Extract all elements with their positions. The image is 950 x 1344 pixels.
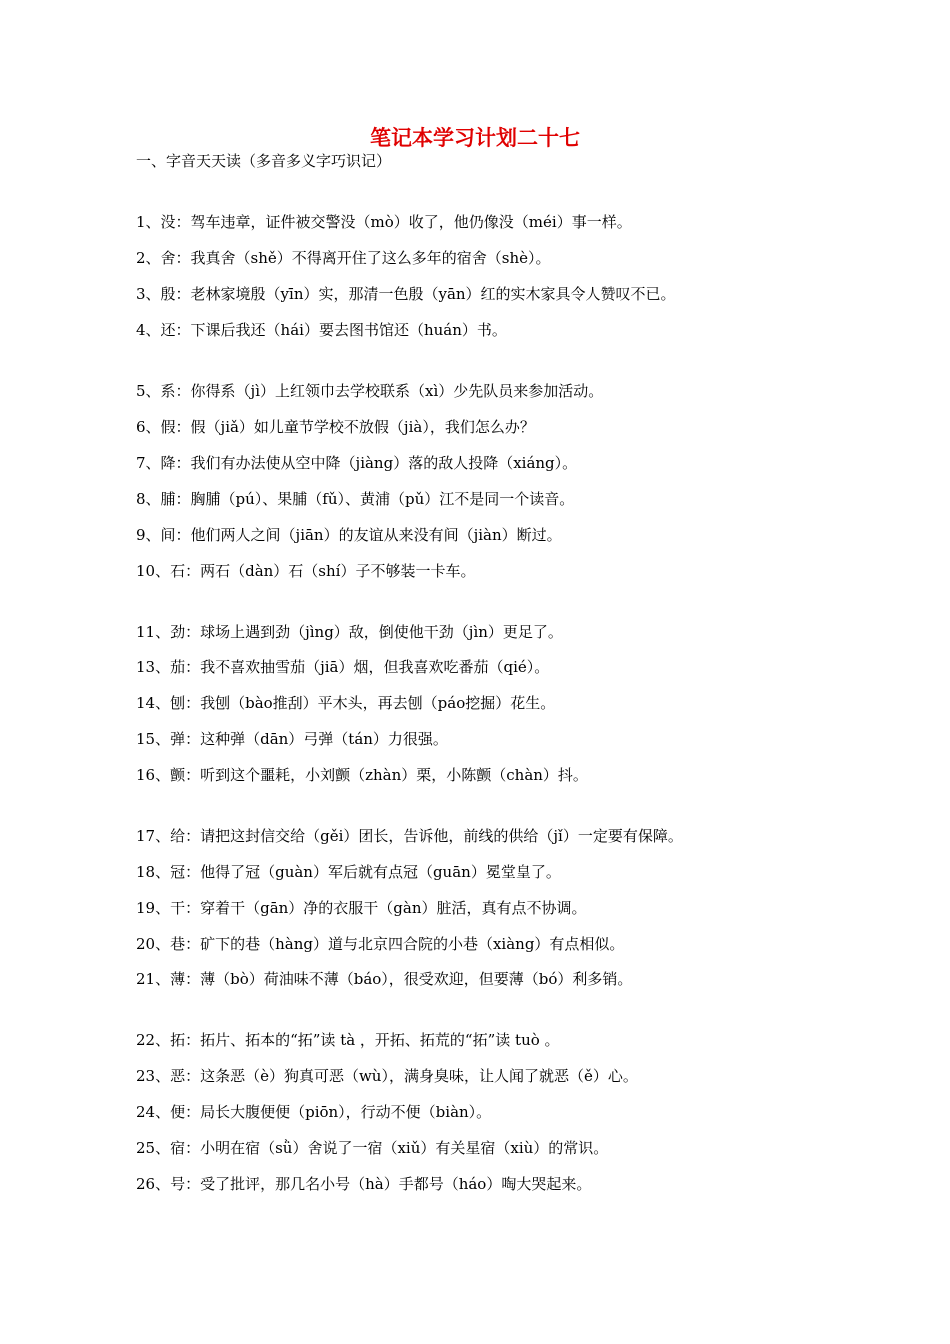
list-item: 6、假：假（jiǎ）如儿童节学校不放假（jià），我们怎么办？: [136, 418, 535, 436]
list-item: 3、殷：老林家境殷（yīn）实，那清一色殷（yān）红的实木家具令人赞叹不已。: [136, 285, 676, 303]
list-item: 2、舍：我真舍（shě）不得离开住了这么多年的宿舍（shè）。: [136, 249, 551, 267]
list-item: 14、刨：我刨（bào推刮）平木头，再去刨（páo挖掘）花生。: [136, 694, 556, 712]
list-item: 11、劲：球场上遇到劲（jìng）敌，倒使他干劲（jìn）更足了。: [136, 623, 563, 641]
list-item: 15、弹：这种弹（dān）弓弹（tán）力很强。: [136, 730, 448, 748]
list-item: 9、间：他们两人之间（jiān）的友谊从来没有间（jiàn）断过。: [136, 526, 562, 544]
list-item: 25、宿：小明在宿（sǜ）舍说了一宿（xiǔ）有关星宿（xiù）的常识。: [136, 1139, 609, 1157]
list-item: 21、薄：薄（bò）荷油味不薄（báo），很受欢迎，但要薄（bó）利多销。: [136, 970, 633, 988]
list-item: 7、降：我们有办法使从空中降（jiàng）落的敌人投降（xiáng）。: [136, 454, 578, 472]
document-title: 笔记本学习计划二十七: [370, 125, 580, 150]
list-item: 24、便：局长大腹便便（piōn），行动不便（biàn）。: [136, 1103, 492, 1121]
list-item: 5、系：你得系（jì）上红领巾去学校联系（xì）少先队员来参加活动。: [136, 382, 604, 400]
list-item: 16、颤：听到这个噩耗，小刘颤（zhàn）栗，小陈颤（chàn）抖。: [136, 766, 588, 784]
list-item: 1、没：驾车违章，证件被交警没（mò）收了，他仍像没（méi）事一样。: [136, 213, 632, 231]
list-item: 23、恶：这条恶（è）狗真可恶（wù），满身臭味，让人闻了就恶（ě）心。: [136, 1067, 638, 1085]
list-item: 20、巷：矿下的巷（hàng）道与北京四合院的小巷（xiàng）有点相似。: [136, 935, 625, 953]
list-item: 13、茄：我不喜欢抽雪茄（jiā）烟，但我喜欢吃番茄（qié）。: [136, 658, 550, 676]
list-item: 26、号：受了批评，那几名小号（hà）手都号（háo）啕大哭起来。: [136, 1175, 592, 1193]
list-item: 4、还：下课后我还（hái）要去图书馆还（huán）书。: [136, 321, 507, 339]
list-item: 22、拓：拓片、拓本的“拓”读 tà ，开拓、拓荒的“拓”读 tuò 。: [136, 1031, 560, 1049]
list-item: 8、脯：胸脯（pú）、果脯（fǔ）、黄浦（pǔ）江不是同一个读音。: [136, 490, 575, 508]
section-heading: 一、字音天天读（多音多义字巧识记）: [136, 152, 392, 170]
list-item: 17、给：请把这封信交给（gěi）团长，告诉他，前线的供给（jǐ）一定要有保障。: [136, 827, 683, 845]
list-item: 18、冠：他得了冠（guàn）军后就有点冠（guān）冕堂皇了。: [136, 863, 561, 881]
list-item: 19、干：穿着干（gān）净的衣服干（gàn）脏活，真有点不协调。: [136, 899, 587, 917]
list-item: 10、石：两石（dàn）石（shí）子不够装一卡车。: [136, 562, 476, 580]
